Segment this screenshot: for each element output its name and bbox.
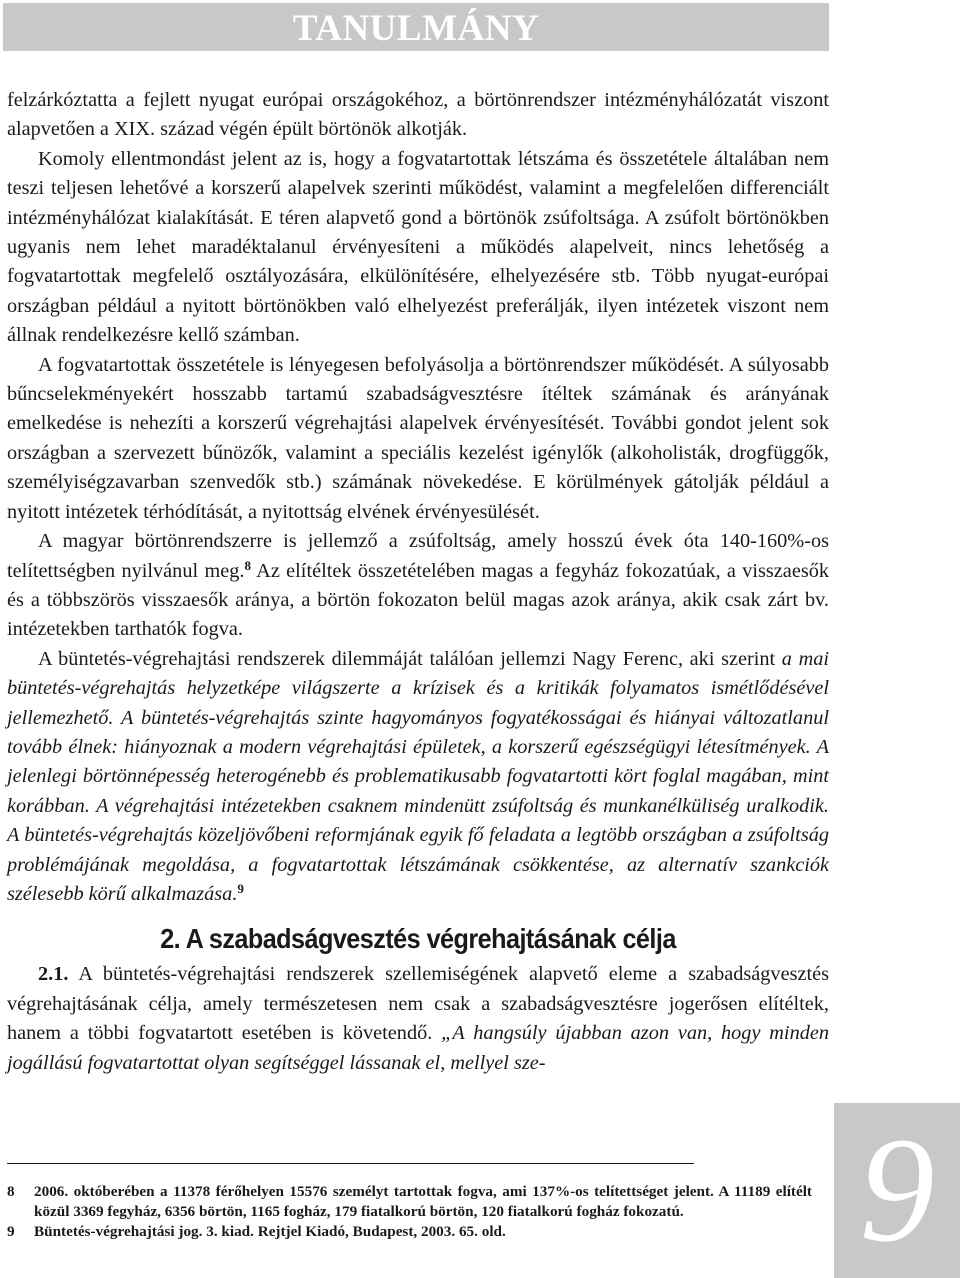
footnotes (7, 1182, 812, 1242)
footnote-reference[interactable]: 8 (244, 557, 251, 573)
page-number: 9 (859, 1107, 935, 1273)
paragraph-number: 2.1. (38, 963, 69, 986)
footnote-divider (7, 1163, 694, 1164)
paragraph-text: A fogvatartottak összetétele is lényegesen befolyásolja a börtönrendszer működését. A súlyosabb bűncselekményekért hosszabb tartamú szabadságvesztésre ítéltek számának és arányának emelkedése is nehezíti a korszerű végrehajtási alapelvek érvényesítését. További gondot jelent sok országban a szervezett bűnözők, valamint a speciális kezelést igénylők (alkoholisták, drogfüggők, személyiségzavarban szenvedők stb.) számának növekedése. E körülmények gátolják például a nyitott intézetek térhódítását, a nyitottság elvének érvényesülését. (7, 353, 829, 523)
footnote-reference[interactable]: 9 (237, 880, 244, 896)
paragraph (7, 527, 829, 645)
paragraph-text: A magyar börtönrendszerre is jellemző a zsúfoltság, amely hosszú évek óta 140-160%-os telítettségben nyilvánul meg. (7, 530, 829, 582)
running-header-bar (3, 3, 829, 51)
paragraph-text: A büntetés-végrehajtási rendszerek dilemmáját találóan jellemzi Nagy Ferenc, aki szerint (38, 647, 782, 670)
footnote-number: 8 (7, 1183, 15, 1200)
footnote (7, 1222, 812, 1242)
page-number-box (834, 1103, 960, 1278)
section-heading: 2. A szabadságvesztés végrehajtásának célja (160, 923, 676, 955)
footnote-text: 2006. októberében a 11378 férőhelyen 15576 személyt tartottak fogva, ami 137%-os telítettséget jelent. A 11189 elítélt közül 3369 fegyház, 6356 börtön, 1165 fogház, 179 fiatalkorú börtön, 120 fiatalkorú fogház fokozatú. (34, 1183, 812, 1220)
running-header-title: TANULMÁNY (292, 8, 540, 49)
quotation: „A hangsúly újabban azon van, hogy minden jogállású fogvatartottat olyan segítséggel lássanak el, mellyel sze- (7, 1022, 829, 1074)
footnote-number: 9 (7, 1223, 15, 1240)
footnote-text: Büntetés-végrehajtási jog. 3. kiad. Rejtjel Kiadó, Budapest, 2003. 65. old. (34, 1223, 506, 1240)
footnote (7, 1182, 812, 1222)
paragraph (7, 351, 829, 527)
paragraph (7, 645, 829, 910)
paragraph-text: Komoly ellentmondást jelent az is, hogy a fogvatartottak létszáma és összetétele általában nem teszi teljesen lehetővé a korszerű alapelvek szerinti működést, valamint a megfelelően differenciált intézményhálózat kialakítását. E téren alapvető gond a börtönök zsúfoltsága. A zsúfolt börtönökben ugyanis nem lehet maradéktalanul érvényesíteni a működés alapelveit, nincs lehetőség a fogvatartottak megfelelő osztályozására, elkülönítésére, elhelyezésére stb. Több nyugat-európai országban például a nyitott börtönökben való elhelyezést preferálják, ilyen intézetek viszont nem állnak rendelkezésre kellő számban. (7, 147, 829, 347)
paragraph-text: felzárkóztatta a fejlett nyugat európai országokéhoz, a börtönrendszer intézményhálózatát viszont alapvetően a XIX. század végén épült börtönök alkotják. (7, 89, 829, 141)
quotation: a mai büntetés-végrehajtás helyzetképe világszerte a krízisek és a kritikák folyamatos ismétlődésével jellemezhető. A büntetés-végrehajtás szinte hagyományos fogyatékosságai és hiányai változatlanul tovább élnek: hiányoznak a modern végrehajtási épületek, a korszerű egészségügyi létesítmények. A jelenlegi börtönnépesség heterogénebb és problematikusabb fogvatartotti kört foglal magában, mint korábban. A végrehajtási intézetekben csaknem mindenütt zsúfoltság és munkanélküliség uralkodik. A büntetés-végrehajtás közeljövőbeni reformjának egyik fő feladata a legtöbb országban a zsúfoltság problémájának megoldása, a fogvatartottak létszámának csökkentése, az alternatív szankciók szélesebb körű alkalmazása. (7, 647, 829, 905)
paragraph (7, 145, 829, 351)
paragraph-text: A büntetés-végrehajtási rendszerek szellemiségének alapvető eleme a szabadságvesztés végrehajtásának célja, amely természetesen nem csak a szabadságvesztésre jogerősen elítéltek, hanem a többi fogvatartott esetében is követendő. (7, 963, 829, 1045)
paragraph (7, 960, 829, 1078)
article-body (7, 86, 829, 1078)
paragraph (7, 86, 829, 145)
paragraph-text: Az elítéltek összetételében magas a fegyház fokozatúak, a visszaesők és a többszörös visszaesők aránya, a börtön fokozaton belül magas azok aránya, akik csak zárt bv. intézetekben tarthatók fogva. (7, 559, 829, 641)
